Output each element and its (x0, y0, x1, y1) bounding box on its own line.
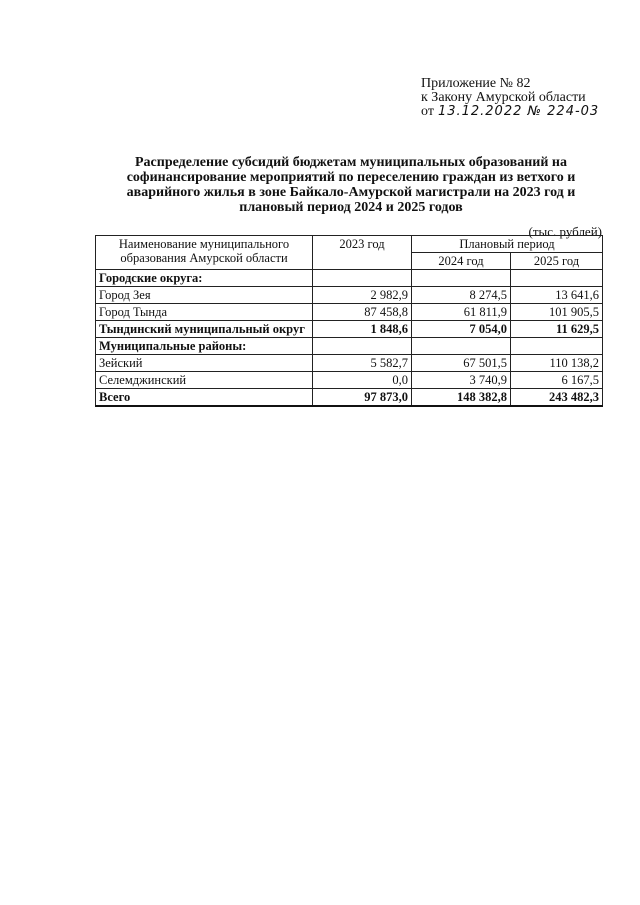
table-row (96, 355, 603, 372)
annex-from-label: от (421, 104, 434, 119)
annex-date-line (421, 105, 599, 119)
cell-name: Город Тында (96, 304, 313, 321)
header-2025: 2025 год (511, 253, 603, 270)
cell-2025 (511, 338, 603, 355)
document-title: Распределение субсидий бюджетам муниципальных образований на софинансирование мероприятий по переселению граждан из ветхого и аварийного жилья в зоне Байкало-Амурской магистрали на 2023 год и плановый период 2024 и 2025 годов (126, 155, 576, 215)
cell-2025 (511, 270, 603, 287)
header-planned: Плановый период (412, 236, 603, 253)
section-row (96, 270, 603, 287)
cell-2023: 0,0 (313, 372, 412, 389)
cell-2024: 61 811,9 (412, 304, 511, 321)
header-2023: 2023 год (313, 236, 412, 270)
cell-name: Всего (96, 389, 313, 407)
cell-2023 (313, 270, 412, 287)
cell-2023: 87 458,8 (313, 304, 412, 321)
cell-name: Город Зея (96, 287, 313, 304)
cell-2024: 7 054,0 (412, 321, 511, 338)
cell-name: Муниципальные районы: (96, 338, 313, 355)
header-name: Наименование муниципального образования Амурской области (96, 236, 313, 270)
handwritten-date: 13.12.2022 № 224-03 (437, 104, 600, 119)
table-body (96, 270, 603, 407)
section-row (96, 338, 603, 355)
cell-2024: 8 274,5 (412, 287, 511, 304)
cell-2024 (412, 270, 511, 287)
cell-2024: 148 382,8 (412, 389, 511, 407)
cell-2023: 5 582,7 (313, 355, 412, 372)
cell-2025: 101 905,5 (511, 304, 603, 321)
cell-2023: 97 873,0 (313, 389, 412, 407)
header-2024: 2024 год (412, 253, 511, 270)
table-row (96, 287, 603, 304)
cell-2024: 67 501,5 (412, 355, 511, 372)
cell-2025: 13 641,6 (511, 287, 603, 304)
cell-2025: 110 138,2 (511, 355, 603, 372)
cell-2025: 243 482,3 (511, 389, 603, 407)
annex-number: Приложение № 82 (421, 76, 531, 91)
cell-name: Городские округа: (96, 270, 313, 287)
cell-name: Селемджинский (96, 372, 313, 389)
table-row (96, 321, 603, 338)
units-label: (тыс. рублей) (528, 224, 602, 239)
cell-2023: 1 848,6 (313, 321, 412, 338)
total-row (96, 389, 603, 407)
cell-2025: 6 167,5 (511, 372, 603, 389)
cell-2024: 3 740,9 (412, 372, 511, 389)
table-row (96, 304, 603, 321)
cell-2023 (313, 338, 412, 355)
annex-block (421, 77, 599, 119)
subsidies-table (95, 235, 603, 407)
cell-name: Зейский (96, 355, 313, 372)
cell-2024 (412, 338, 511, 355)
cell-2023: 2 982,9 (313, 287, 412, 304)
annex-law: к Закону Амурской области (421, 90, 586, 105)
cell-2025: 11 629,5 (511, 321, 603, 338)
cell-name: Тындинский муниципальный округ (96, 321, 313, 338)
table-row (96, 372, 603, 389)
